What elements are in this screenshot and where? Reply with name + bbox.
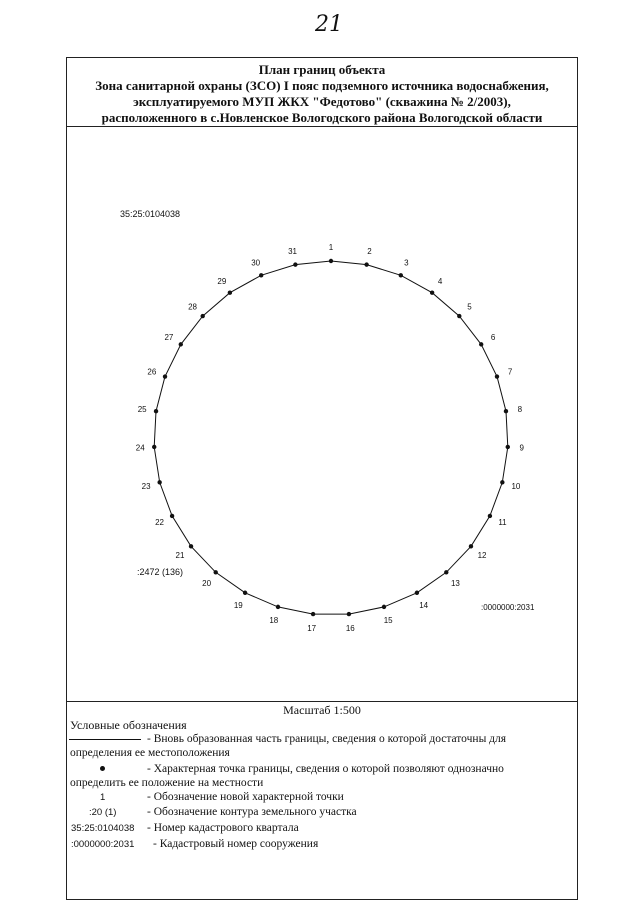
boundary-point-30 <box>259 273 263 277</box>
point-dot-symbol <box>100 766 105 771</box>
point-label-25: 25 <box>137 405 147 415</box>
point-label-28: 28 <box>188 302 198 312</box>
point-label-16: 16 <box>345 624 355 634</box>
point-label-22: 22 <box>155 518 164 528</box>
point-label-5: 5 <box>467 302 472 312</box>
boundary-point-11 <box>488 514 492 518</box>
point-label-26: 26 <box>147 367 157 377</box>
legend-text: - Вновь образованная часть границы, сведения о которой достаточны для <box>147 733 507 745</box>
legend-text: - Обозначение контура земельного участка <box>147 806 357 818</box>
point-label-2: 2 <box>367 246 372 256</box>
boundary-point-17 <box>311 612 315 616</box>
structure-symbol: :0000000:2031 <box>71 839 135 850</box>
legend-item-boundary <box>67 732 577 760</box>
boundary-point-9 <box>506 445 510 449</box>
page-number: 21 <box>315 12 343 37</box>
boundary-point-15 <box>382 605 386 609</box>
boundary-point-1 <box>329 259 333 263</box>
boundary-point-21 <box>189 544 193 548</box>
point-label-18: 18 <box>269 616 279 626</box>
structure-number-label: :0000000:2031 <box>481 603 535 612</box>
title-block <box>67 58 577 127</box>
plan-area <box>67 126 577 702</box>
contour-symbol: :20 (1) <box>89 807 117 818</box>
title-heading: План границ объекта <box>258 62 386 77</box>
point-label-31: 31 <box>288 246 298 256</box>
boundary-point-23 <box>157 480 161 484</box>
point-label-10: 10 <box>511 481 521 491</box>
legend-title: Условные обозначения <box>70 718 187 732</box>
point-label-13: 13 <box>450 578 460 588</box>
boundary-point-5 <box>457 314 461 318</box>
point-label-4: 4 <box>437 277 443 287</box>
title-line-3: эксплуатируемого МУП ЖКХ "Федотово" (скважина № 2/2003), <box>133 94 511 109</box>
boundary-point-27 <box>179 342 183 346</box>
boundary-point-28 <box>201 314 205 318</box>
boundary-point-7 <box>495 374 499 378</box>
legend-text: - Обозначение новой характерной точки <box>147 791 344 803</box>
point-label-15: 15 <box>383 616 393 626</box>
point-label-17: 17 <box>307 624 317 634</box>
point-label-6: 6 <box>490 332 496 342</box>
legend-item-point <box>67 762 577 790</box>
point-label-1: 1 <box>328 243 334 252</box>
boundary-point-25 <box>154 409 158 413</box>
point-label-21: 21 <box>175 550 185 560</box>
legend-text-cont: определить ее положение на местности <box>70 777 264 789</box>
legend-text: - Номер кадастрового квартала <box>147 822 299 834</box>
boundary-point-12 <box>469 544 473 548</box>
boundary-point-22 <box>170 514 174 518</box>
point-label-19: 19 <box>233 601 243 611</box>
point-label-14: 14 <box>419 601 429 611</box>
legend-text-cont: определения ее местоположения <box>70 747 230 759</box>
legend-text: - Кадастровый номер сооружения <box>153 838 319 850</box>
point-label-23: 23 <box>141 481 151 491</box>
boundary-point-24 <box>152 445 156 449</box>
boundary-point-4 <box>430 291 434 295</box>
boundary-point-16 <box>347 612 351 616</box>
boundary-point-13 <box>444 570 448 574</box>
legend-text: - Характерная точка границы, сведения о которой позволяют однозначно <box>147 763 504 775</box>
point-label-12: 12 <box>477 550 487 560</box>
boundary-point-10 <box>500 480 504 484</box>
boundary-point-3 <box>399 273 403 277</box>
scale-label: Масштаб 1:500 <box>283 703 361 717</box>
point-label-11: 11 <box>498 518 507 528</box>
point-label-27: 27 <box>164 332 174 342</box>
point-label-29: 29 <box>217 277 227 287</box>
title-line-4: расположенного в с.Новленское Вологодского района Вологодской области <box>101 110 543 125</box>
point-label-3: 3 <box>404 258 409 268</box>
document-frame <box>66 57 578 900</box>
boundary-point-29 <box>228 291 232 295</box>
boundary-line <box>154 261 508 614</box>
point-label-20: 20 <box>202 578 212 588</box>
point-number-symbol: 1 <box>100 792 106 803</box>
boundary-line-symbol <box>69 739 141 740</box>
boundary-point-26 <box>163 374 167 378</box>
parcel-contour-label: :2472 (136) <box>137 567 184 577</box>
point-label-9: 9 <box>519 443 524 453</box>
cadastral-quarter-label: 35:25:0104038 <box>120 209 181 219</box>
boundary-point-31 <box>293 262 297 266</box>
boundary-point-19 <box>243 591 247 595</box>
point-label-24: 24 <box>135 443 145 453</box>
point-label-30: 30 <box>251 258 261 268</box>
boundary-point-2 <box>364 262 368 266</box>
boundary-point-20 <box>214 570 218 574</box>
boundary-point-8 <box>504 409 508 413</box>
boundary-point-6 <box>479 342 483 346</box>
quarter-symbol: 35:25:0104038 <box>71 823 135 834</box>
boundary-point-18 <box>276 605 280 609</box>
title-line-2: Зона санитарной охраны (ЗСО) I пояс подземного источника водоснабжения, <box>95 78 549 93</box>
point-label-7: 7 <box>507 367 513 377</box>
boundary-point-14 <box>415 591 419 595</box>
point-label-8: 8 <box>517 405 523 415</box>
